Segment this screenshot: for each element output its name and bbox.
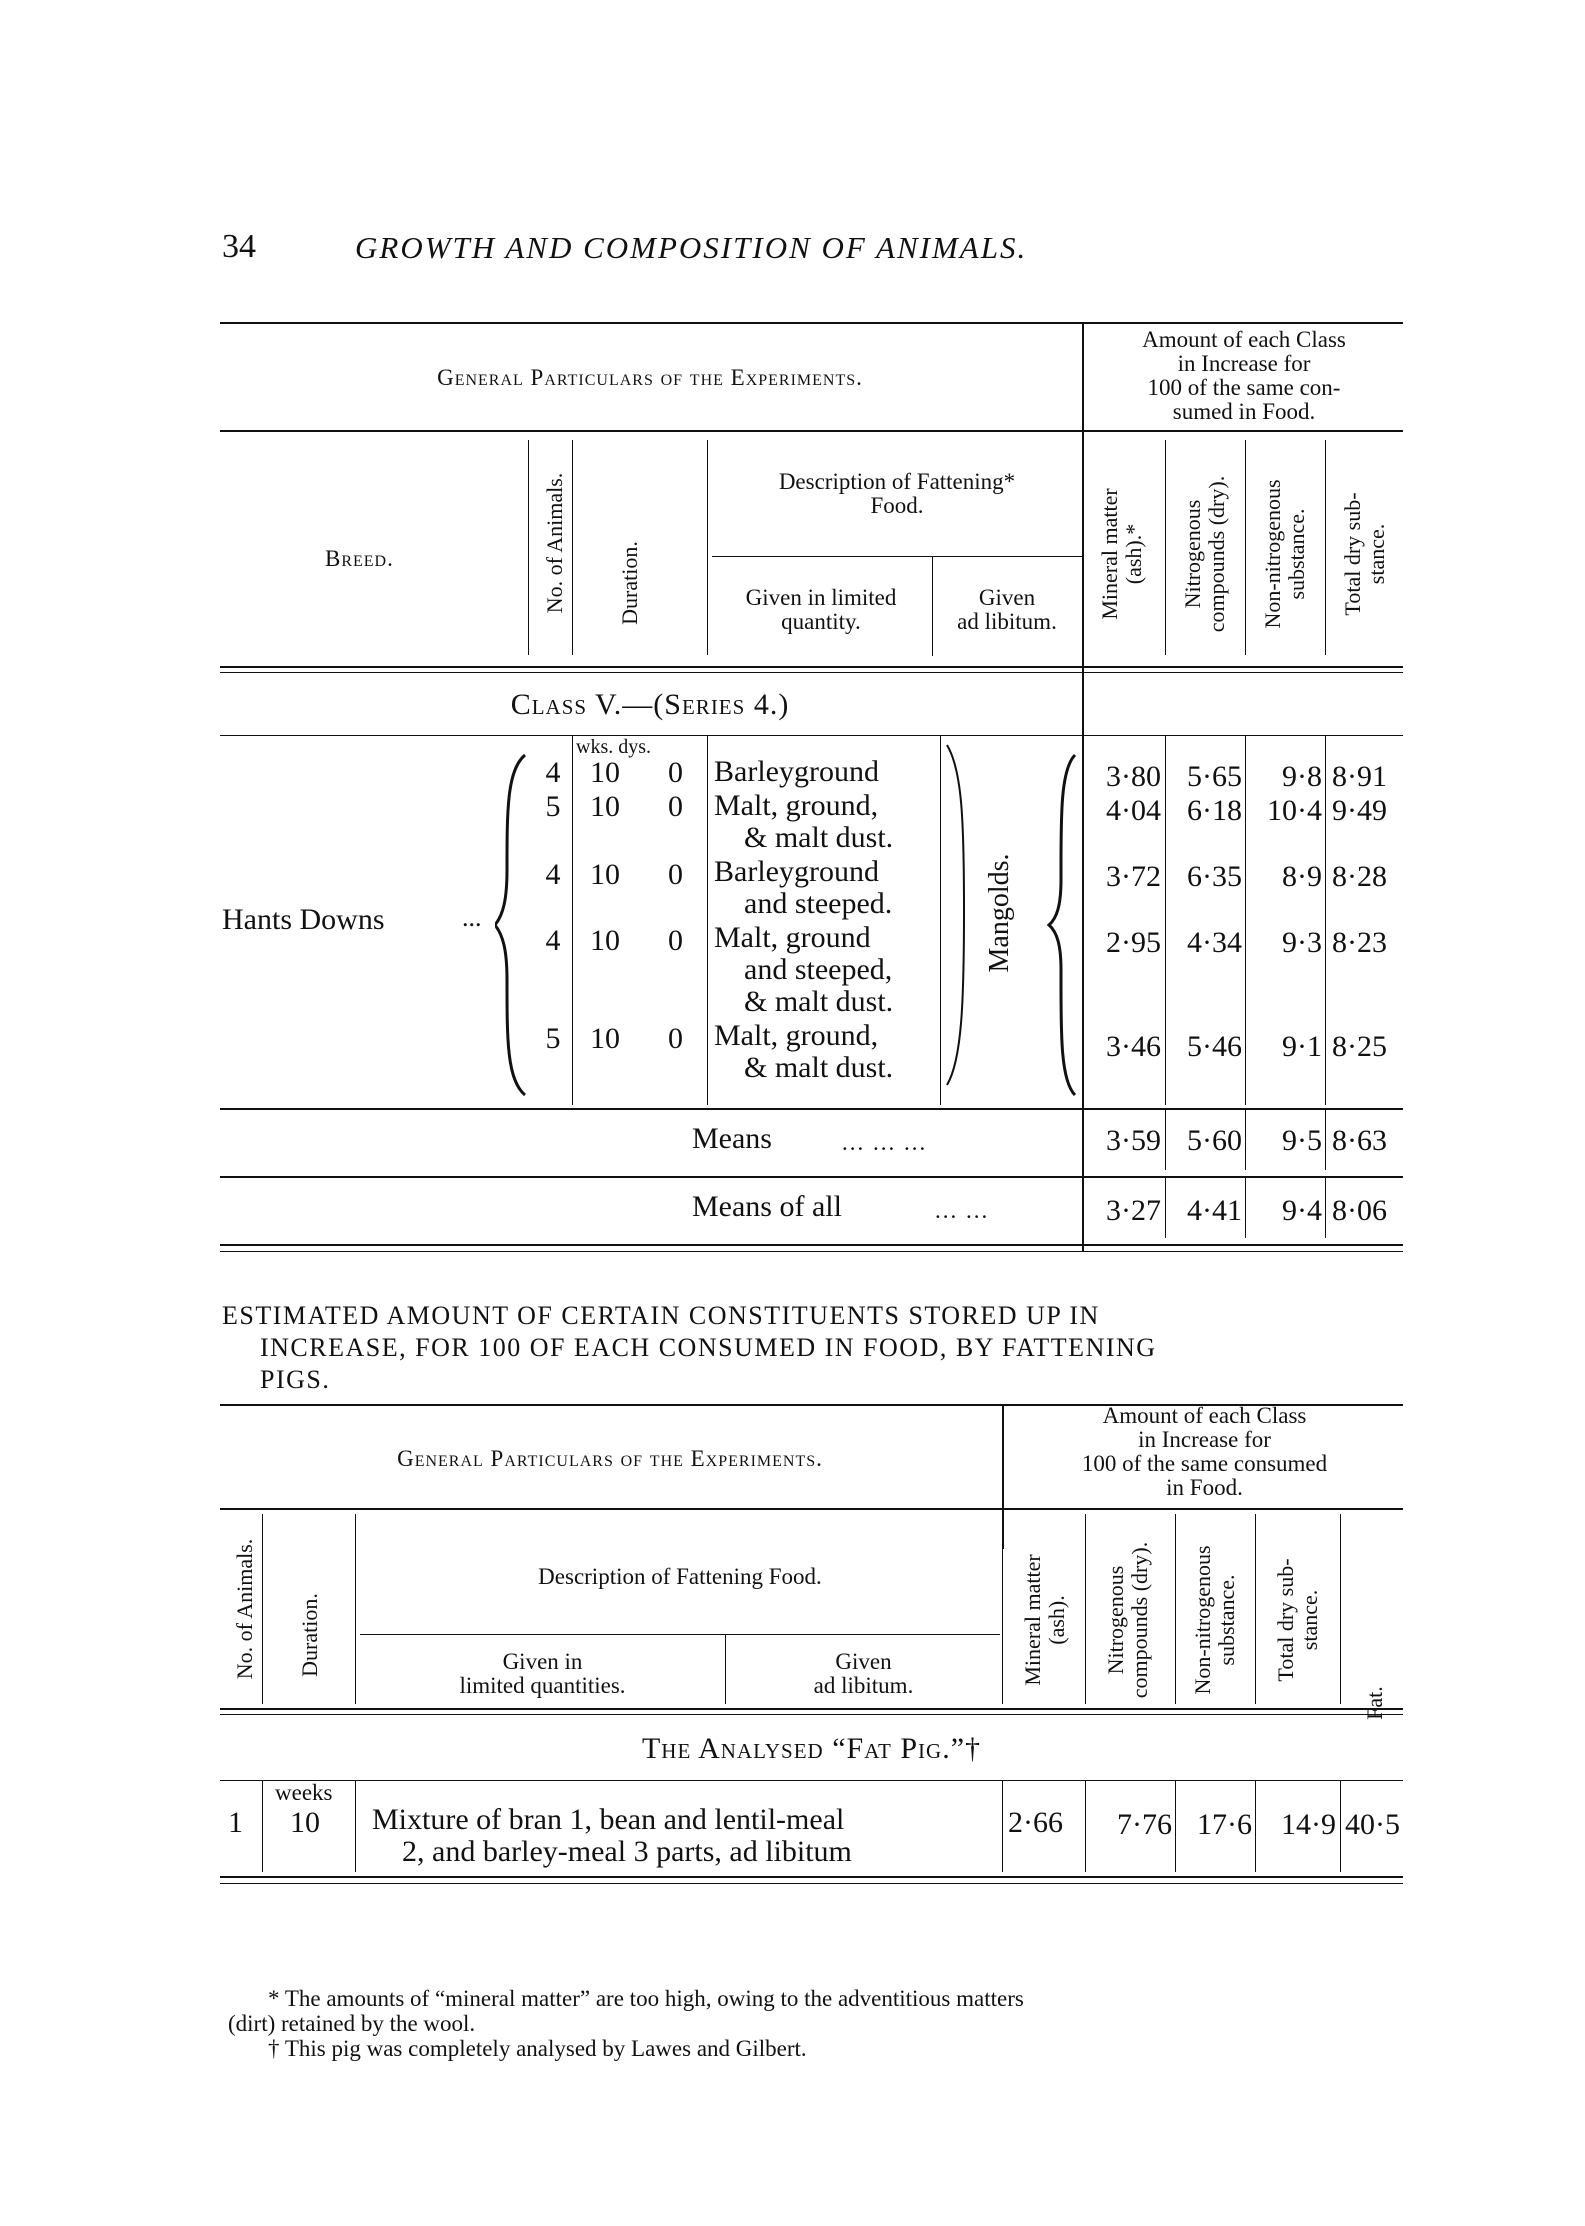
- brace-right-icon: [942, 740, 972, 1090]
- libitum-header: Given ad libitum.: [957, 585, 1057, 634]
- fat-pig-title: The Analysed “Fat Pig.”†: [641, 1732, 982, 1765]
- animals-header-2: No. of Animals.: [232, 1538, 257, 1680]
- limited-header: Given in limited quantity.: [745, 585, 897, 634]
- duration-header: Duration.: [617, 541, 642, 625]
- ad-libitum-food: Mangolds.: [984, 853, 1015, 973]
- mineral-header-2: Mineral matter (ash).: [1020, 1554, 1069, 1686]
- nonnitrogenous-header-2: Non-nitrogenous substance.: [1190, 1545, 1239, 1695]
- footnote-mineral: * The amounts of “mineral matter” are too high, owing to the adventitious matters: [268, 1986, 1024, 2011]
- nitrogenous-header: Nitrogenous compounds (dry).: [1180, 475, 1229, 633]
- running-title: GROWTH AND COMPOSITION OF ANIMALS.: [355, 230, 1028, 265]
- fat-header: Fat.: [1362, 1686, 1387, 1720]
- duration-header-2: Duration.: [297, 1593, 322, 1677]
- footnote-lawes-gilbert: † This pig was completely analysed by Lawes and Gilbert.: [268, 2036, 807, 2061]
- breed-dots: ...: [462, 903, 482, 932]
- totaldry-header: Total dry sub- stance.: [1340, 492, 1389, 616]
- libitum-header-2: Given ad libitum.: [813, 1649, 914, 1698]
- footnote-mineral-cont: (dirt) retained by the wool.: [228, 2011, 476, 2036]
- animals-header: No. of Animals.: [542, 472, 567, 614]
- description-header: Description of Fattening* Food.: [778, 469, 1016, 518]
- breed-header: Breed.: [325, 546, 394, 571]
- nonnitrogenous-header: Non-nitrogenous substance.: [1260, 479, 1309, 629]
- brace-mid-icon: [1045, 750, 1081, 1100]
- nitrogenous-header-2: Nitrogenous compounds (dry).: [1103, 1541, 1152, 1699]
- amount-header: Amount of each Class in Increase for 100 of the same con- sumed in Food.: [1142, 327, 1346, 424]
- mineral-header: Mineral matter (ash).*: [1097, 488, 1146, 620]
- general-particulars-header-2: General Particulars of the Experiments.: [397, 1446, 823, 1471]
- duration-units: wks. dys.: [576, 736, 652, 758]
- totaldry-header-2: Total dry sub- stance.: [1273, 1558, 1322, 1682]
- limited-header-2: Given in limited quantities.: [459, 1649, 626, 1698]
- breed-name: Hants Downs: [222, 903, 385, 936]
- description-header-2: Description of Fattening Food.: [538, 1564, 822, 1589]
- footnotes: [228, 1986, 1408, 2061]
- general-particulars-header: General Particulars of the Experiments.: [437, 365, 863, 390]
- class-v-title: Class V.—(Series 4.): [510, 688, 790, 721]
- amount-header-2: Amount of each Class in Increase for 100 of the same consumed in Food.: [1081, 1403, 1328, 1500]
- brace-left-icon: [495, 750, 535, 1100]
- section-heading: ESTIMATED AMOUNT OF CERTAIN CONSTITUENTS STORED UP IN INCREASE, FOR 100 OF EACH CONSUMED IN FOOD, BY FATTENING PIGS.: [222, 1301, 1157, 1394]
- page-number: 34: [222, 228, 256, 265]
